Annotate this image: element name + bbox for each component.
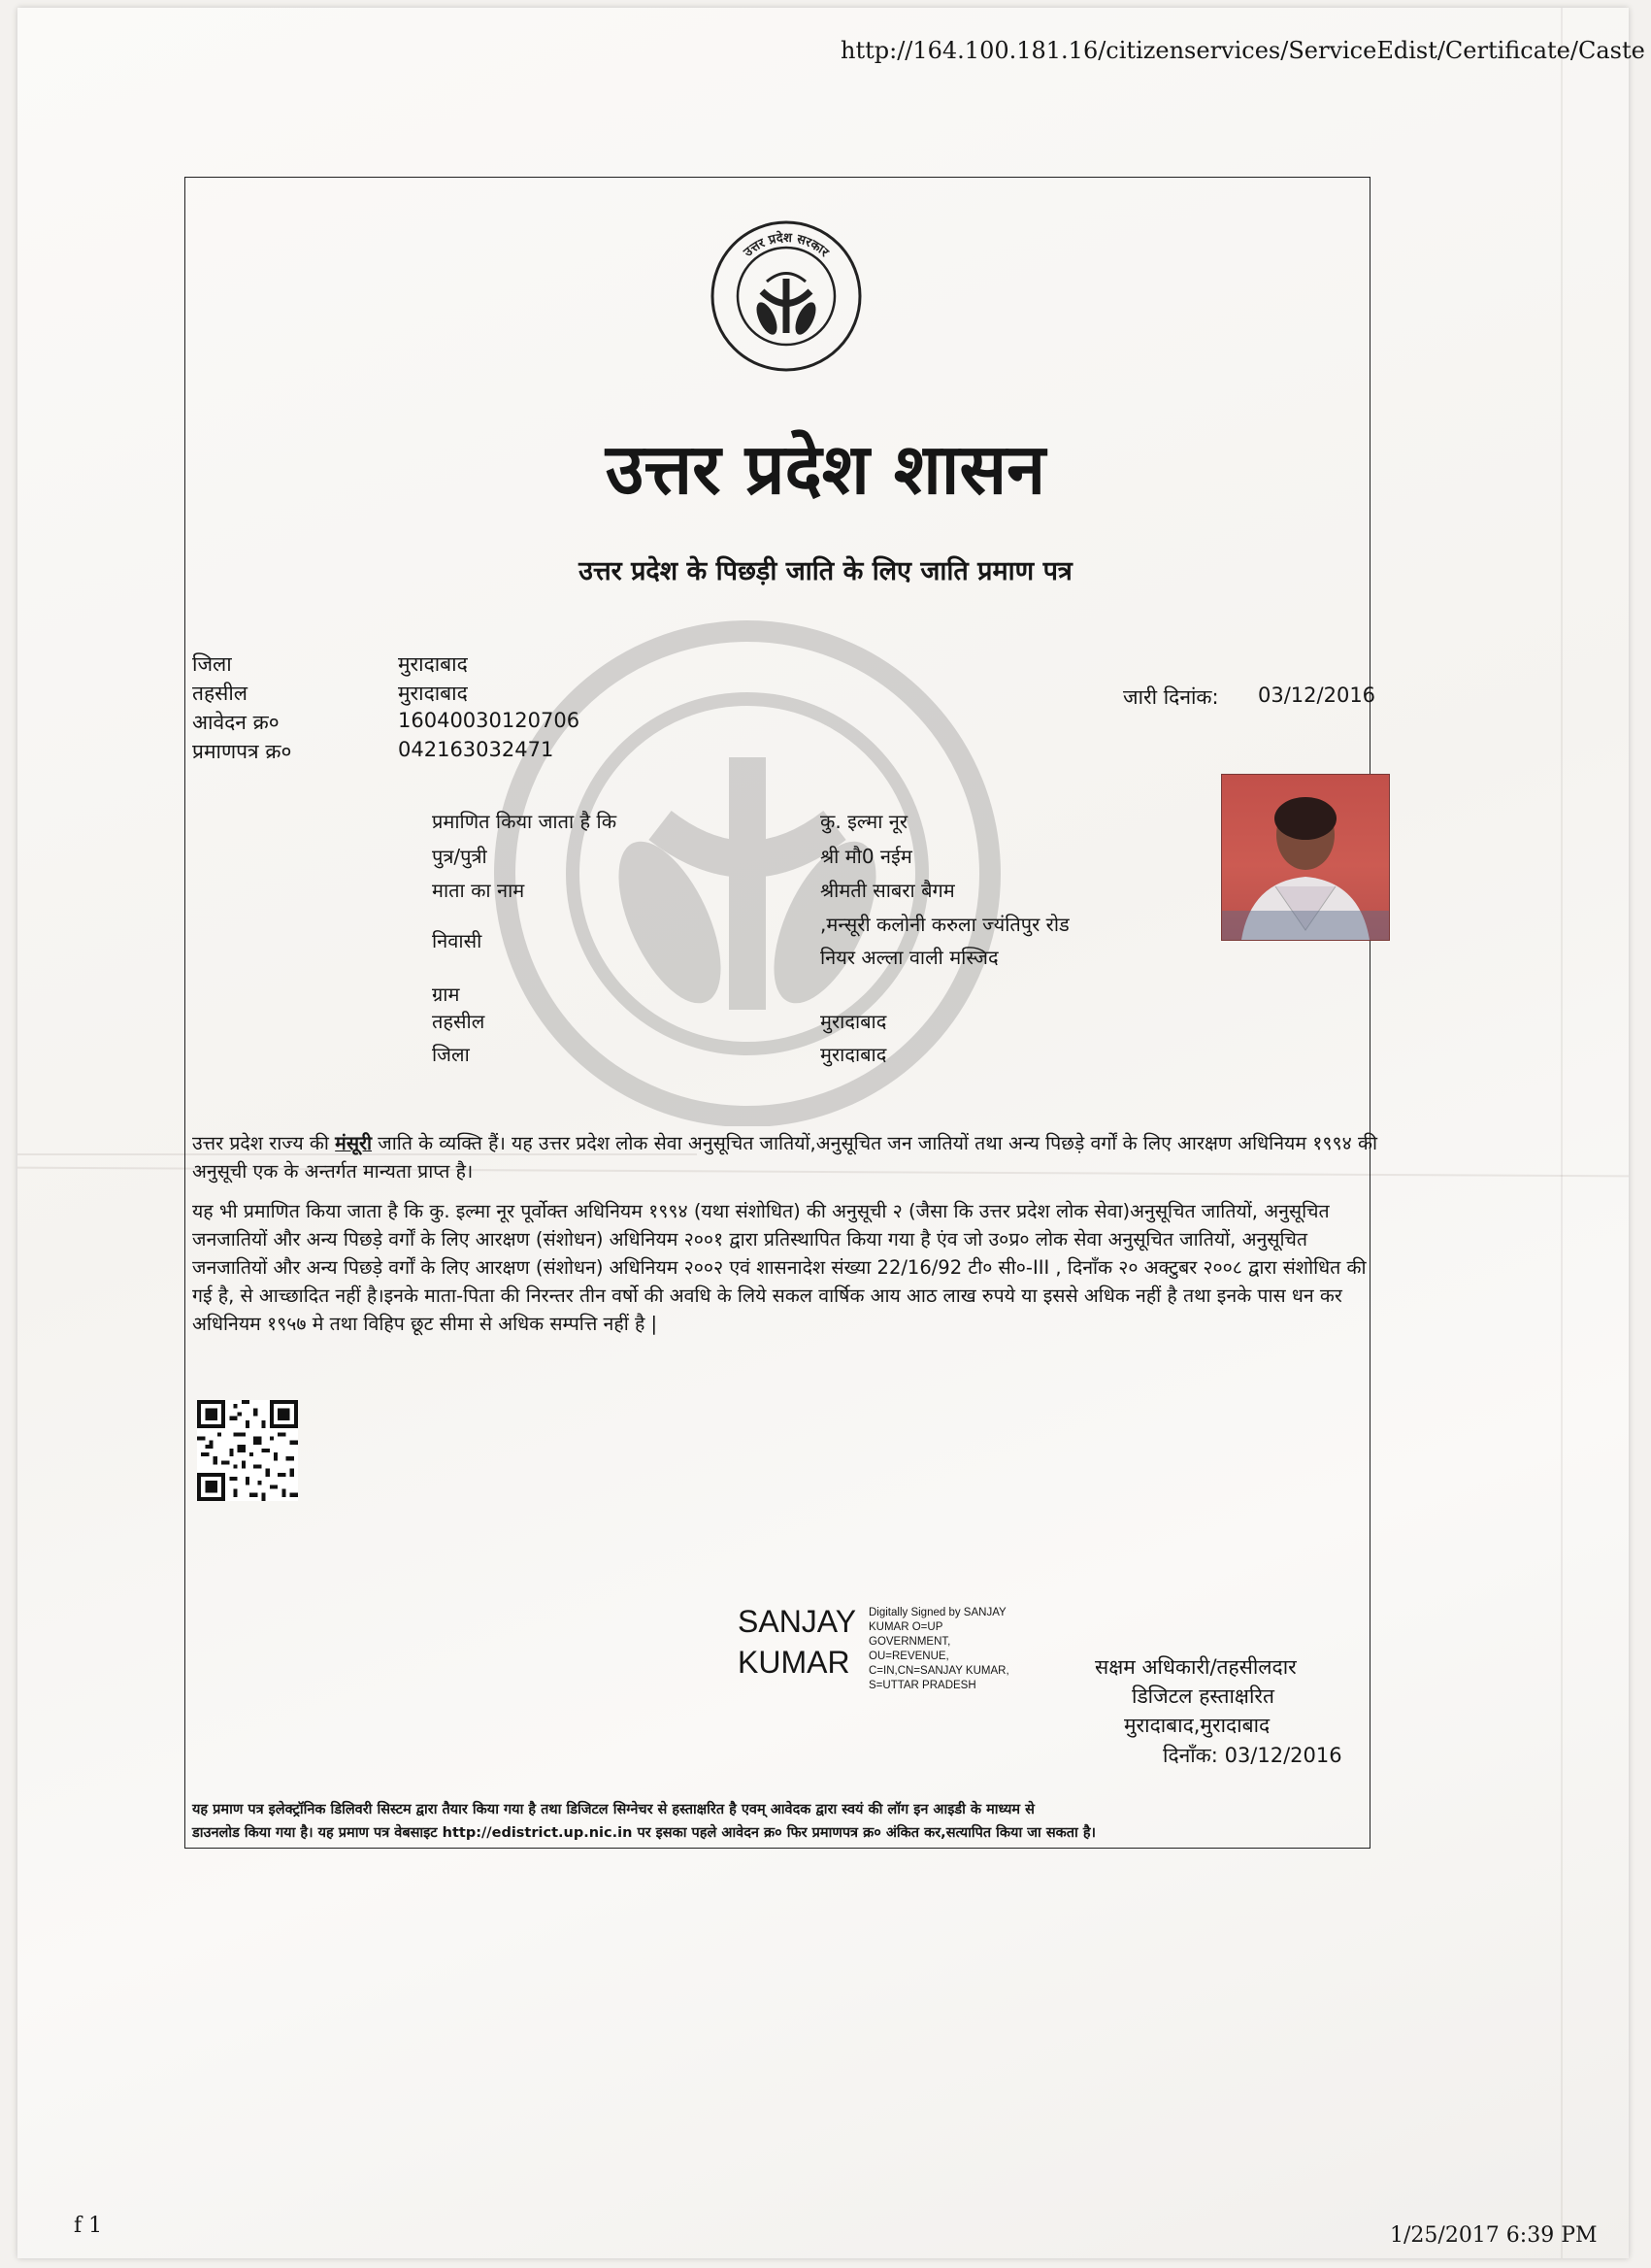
address-line-2: नियर अल्ला वाली मस्जिद (820, 946, 999, 969)
sig-line: C=IN,CN=SANJAY KUMAR, (869, 1665, 1009, 1677)
state-emblem-seal (709, 218, 864, 374)
caste-text-a: उत्तर प्रदेश राज्य की (192, 1132, 336, 1154)
detail-tehsil-label: तहसील (432, 1010, 485, 1033)
browser-url: http://164.100.181.16/citizenservices/ServiceEdist/Certificate/Caste (841, 37, 1645, 64)
authority-date-label: दिनाँक: (1163, 1744, 1218, 1767)
application-no-label: आवेदन क्र० (192, 711, 280, 734)
detail-tehsil-value: मुरादाबाद (820, 1010, 887, 1033)
detail-district-value: मुरादाबाद (820, 1043, 887, 1066)
footer-line-2: डाउनलोड किया गया है। यह प्रमाण पत्र वेबसाइट http://edistrict.up.nic.in पर इसका पहले आवेदन क्र० फिर प्रमाणपत्र क्र० अंकित कर,सत्यापित किया जा सकता है। (192, 1825, 1097, 1841)
caste-text-b: जाति के व्यक्ति हैं। यह उत्तर प्रदेश लोक सेवा अनुसूचित जातियों,अनुसूचित जन जातियों तथा अन्य पिछड़े वर्गों के लिए आरक्षण अधिनियम १९९४ की अनुसूची एक के अन्तर्गत मान्यता प्राप्त है। (192, 1132, 1378, 1183)
district-label: जिला (192, 652, 232, 676)
signer-name-last: KUMAR (738, 1645, 850, 1680)
sig-line: OU=REVENUE, (869, 1651, 949, 1662)
qr-code (197, 1400, 298, 1501)
digital-signature-details (869, 1606, 1009, 1693)
caste-declaration (192, 1129, 1388, 1185)
authority-date-value: 03/12/2016 (1224, 1744, 1342, 1767)
certified-label: प्रमाणित किया जाता है कि (432, 810, 617, 833)
mother-name: श्रीमती साबरा बैगम (820, 879, 955, 902)
certificate-no-label: प्रमाणपत्र क्र० (192, 740, 292, 763)
applicant-photo (1221, 774, 1390, 941)
sig-line: KUMAR O=UP (869, 1621, 943, 1633)
svg-text:उत्तर प्रदेश सरकार (741, 230, 832, 261)
parent-label: पुत्र/पुत्री (432, 845, 487, 868)
village-label: ग्राम (432, 983, 460, 1006)
certificate-no-value: 042163032471 (398, 738, 554, 761)
document-title: उत्तर प्रदेश शासन (605, 427, 1046, 510)
print-page-number: f 1 (74, 2214, 103, 2238)
applicant-name: कु. इल्मा नूर (820, 810, 908, 833)
footer-line-1: यह प्रमाण पत्र इलेक्ट्रॉनिक डिलिवरी सिस्टम द्वारा तैयार किया गया है तथा डिजिटल सिग्नेचर से हस्ताक्षरित है एवम् आवेदक द्वारा स्वयं की लॉग इन आइडी के माध्यम से (192, 1802, 1035, 1818)
issue-date-label: जारी दिनांक: (1123, 685, 1219, 709)
address-line-1: ,मन्सूरी कलोनी करुला ज्यंतिपुर रोड (820, 913, 1070, 936)
document-subtitle: उत्तर प्रदेश के पिछड़ी जाति के लिए जाति प्रमाण पत्र (578, 556, 1073, 586)
mother-label: माता का नाम (432, 879, 525, 902)
emblem-text: उत्तर प्रदेश सरकार (741, 230, 832, 260)
footer-note (192, 1798, 1396, 1845)
authority-digital: डिजिटल हस्ताक्षरित (1132, 1684, 1274, 1708)
authority-location: मुरादाबाद,मुरादाबाद (1124, 1714, 1271, 1737)
district-value: मुरादाबाद (398, 652, 468, 676)
sig-line: Digitally Signed by SANJAY (869, 1607, 1007, 1618)
sig-line: GOVERNMENT, (869, 1636, 951, 1648)
sig-line: S=UTTAR PRADESH (869, 1680, 976, 1691)
authority-title: सक्षम अधिकारी/तहसीलदार (1095, 1655, 1297, 1679)
signer-name-first: SANJAY (738, 1604, 857, 1639)
tehsil-value: मुरादाबाद (398, 682, 468, 705)
application-no-value: 16040030120706 (398, 709, 580, 732)
father-name: श्री मौ0 नईम (820, 845, 912, 868)
caste-name: मंसूरी (335, 1132, 373, 1154)
authority-date (1163, 1742, 1342, 1769)
print-timestamp: 1/25/2017 6:39 PM (1390, 2223, 1598, 2248)
detail-district-label: जिला (432, 1043, 470, 1066)
tehsil-label: तहसील (192, 682, 248, 705)
creamy-layer-declaration: यह भी प्रमाणित किया जाता है कि कु. इल्मा नूर पूर्वोक्त अधिनियम १९९४ (यथा संशोधित) की अनुसूची २ (जैसा कि उत्तर प्रदेश लोक सेवा)अनुसूचित जातियों, अनुसूचित जनजातियों और अन्य पिछड़े वर्गों के लिए आरक्षण (संशोधन) अधिनियम २००१ द्वारा प्रतिस्थापित किया गया है एंव जो उ०प्र० लोक सेवा अनुसूचित जातियों, अनुसूचित जनजातियों और अन्य पिछड़े वर्गों के लिए आरक्षण (संशोधन) अधिनियम २००२ एवं शासनादेश संख्या 22/16/92 टी० सी०-III , दिनाँक २० अक्टुबर २००८ द्वारा संशोधित की गई है, से आच्छादित नहीं है।इनके माता-पिता की निरन्तर तीन वर्षो की अवधि के लिये सकल वार्षिक आय आठ लाख रुपये या इससे अधिक नहीं है तथा इनके पास धन कर अधिनियम १९५७ मे तथा विहिप छूट सीमा से अधिक सम्पत्ति नहीं है | (192, 1200, 1367, 1335)
issue-date-value: 03/12/2016 (1258, 684, 1376, 707)
resident-label: निवासी (432, 929, 482, 952)
